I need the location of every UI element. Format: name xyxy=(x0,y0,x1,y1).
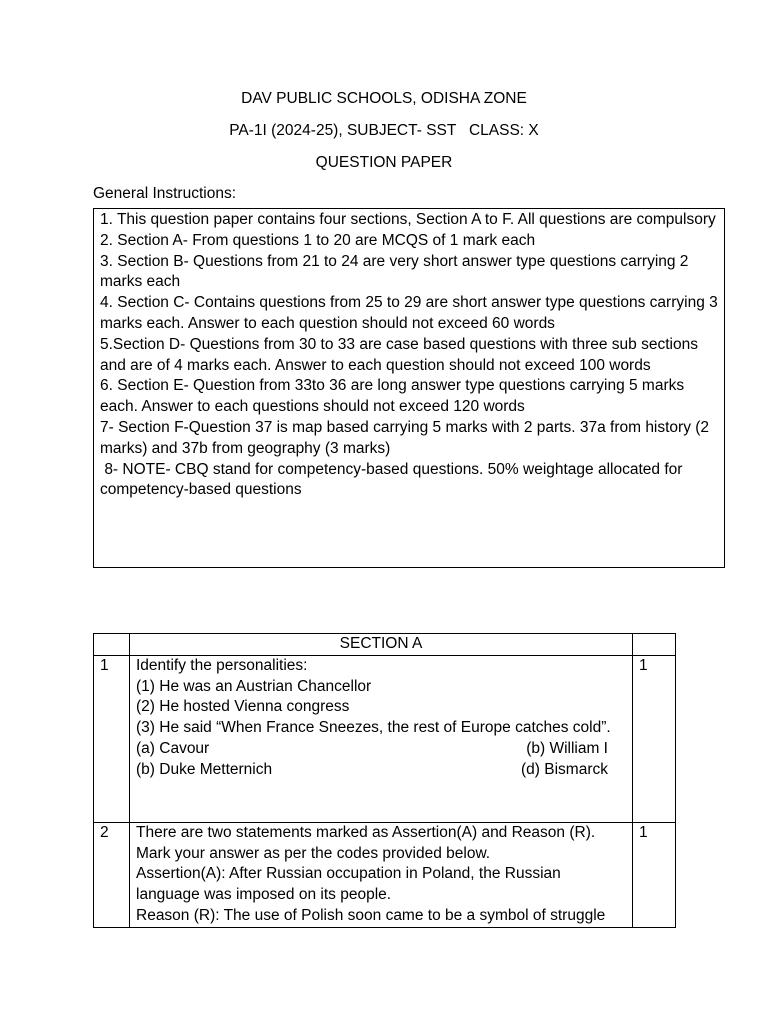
question-text xyxy=(130,822,633,927)
question-line: (3) He said “When France Sneezes, the rest of Europe catches cold”. xyxy=(136,719,611,737)
instruction-item: 3. Section B- Questions from 21 to 24 are very short answer type questions carrying 2 marks each xyxy=(100,252,689,291)
section-a-table xyxy=(93,633,676,928)
section-title-row xyxy=(94,634,676,656)
options-row xyxy=(136,760,626,781)
school-name: DAV PUBLIC SCHOOLS, ODISHA ZONE xyxy=(241,90,527,107)
question-line: (2) He hosted Vienna congress xyxy=(136,698,350,716)
empty-cell xyxy=(94,634,130,656)
option: (b) William I xyxy=(526,739,608,757)
exam-subject-class: PA-1I (2024-25), SUBJECT- SST CLASS: X xyxy=(229,122,539,139)
question-line: Assertion(A): After Russian occupation in Poland, the Russian language was imposed on its people. xyxy=(136,865,561,904)
question-number: 1 xyxy=(94,655,130,822)
section-title: SECTION A xyxy=(130,634,633,656)
instruction-item: 8- NOTE- CBQ stand for competency-based questions. 50% weightage allocated for competency-based questions xyxy=(100,460,687,499)
question-line: Identify the personalities: xyxy=(136,656,308,674)
instruction-item: 4. Section C- Contains questions from 25 to 29 are short answer type questions carrying 3 marks each. Answer to each question should not exceed 60 words xyxy=(100,294,718,332)
option: (b) Duke Metternich xyxy=(136,760,273,778)
option: (d) Bismarck xyxy=(521,760,608,778)
options-row xyxy=(136,739,626,760)
question-text xyxy=(130,655,633,822)
question-row xyxy=(94,822,676,927)
empty-cell xyxy=(633,634,676,656)
question-line: (1) He was an Austrian Chancellor xyxy=(136,677,372,695)
general-instructions-label: General Instructions: xyxy=(93,185,237,202)
instruction-item: 1. This question paper contains four sections, Section A to F. All questions are compulsory xyxy=(100,211,716,228)
instruction-item: 6. Section E- Question from 33to 36 are long answer type questions carrying 5 marks each. Answer to each questions should not exceed 120 words xyxy=(100,377,685,416)
question-line: There are two statements marked as Assertion(A) and Reason (R). Mark your answer as per the codes provided below. xyxy=(136,823,596,862)
question-line: Reason (R): The use of Polish soon came to be a symbol of struggle xyxy=(136,906,606,924)
option: (a) Cavour xyxy=(136,739,210,757)
question-number: 2 xyxy=(94,822,130,927)
instructions-box xyxy=(93,208,725,568)
instruction-item: 2. Section A- From questions 1 to 20 are MCQS of 1 mark each xyxy=(100,231,536,249)
document-type: QUESTION PAPER xyxy=(315,154,453,171)
question-marks: 1 xyxy=(633,655,676,822)
instruction-item: 7- Section F-Question 37 is map based carrying 5 marks with 2 parts. 37a from history (2 marks) and 37b from geography (3 marks) xyxy=(100,418,710,457)
instruction-item: 5.Section D- Questions from 30 to 33 are case based questions with three sub sections and are of 4 marks each. Answer to each question should not exceed 100 words xyxy=(100,335,698,374)
question-row xyxy=(94,655,676,822)
question-marks: 1 xyxy=(633,822,676,927)
